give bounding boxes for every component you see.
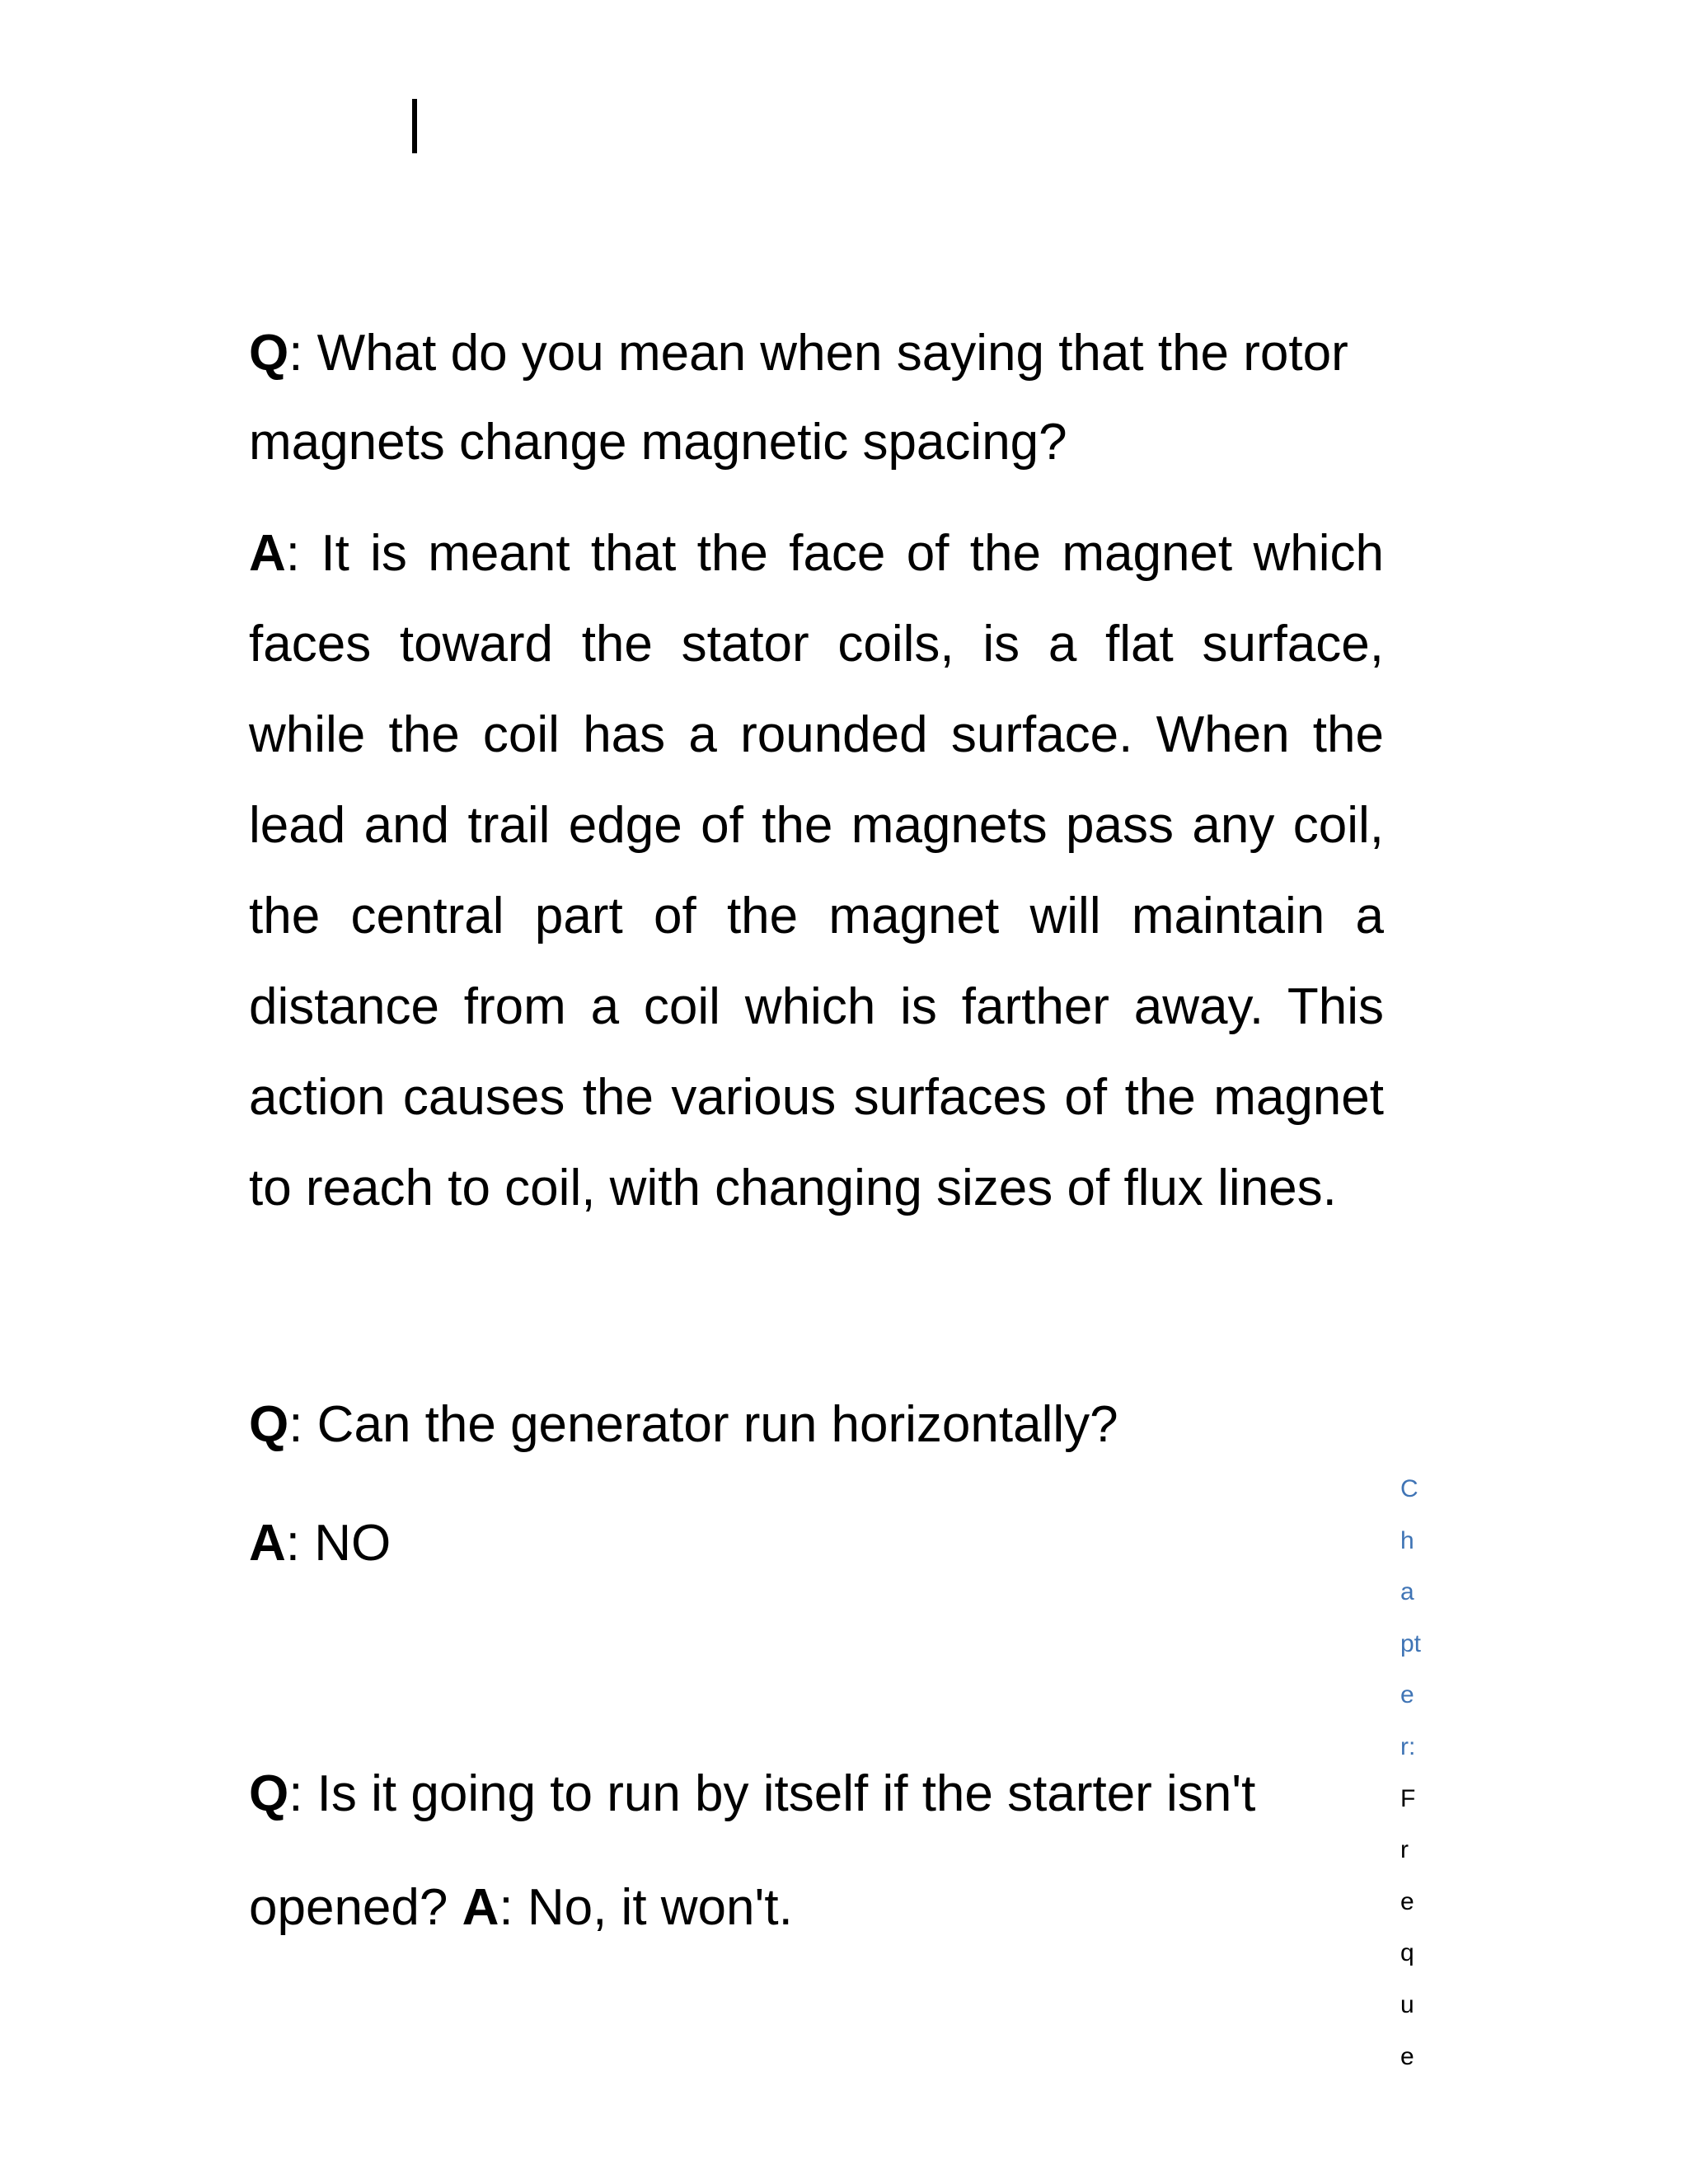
sidebar-char: u	[1400, 1990, 1414, 2018]
answer-marker: A	[249, 1515, 286, 1572]
answer-text: : No, it won't.	[499, 1879, 793, 1936]
sidebar-char: e	[1400, 1681, 1414, 1709]
answer-marker: A	[249, 525, 286, 582]
answer-text: : It is meant that the face of the magnet which faces toward the stator coils, is a flat surface, while the coil has a rounded surface. When the lead and trail edge of the magnets pass any coil, the central part of the magnet will maintain a distance from a coil which is farther away. This action causes the various surfaces of the magnet to reach to coil, with changing sizes of flux lines.	[249, 525, 1384, 1216]
question-2	[249, 1380, 1384, 1469]
chapter-sidebar-label	[1400, 1464, 1466, 2083]
text-cursor	[412, 99, 417, 153]
sidebar-char: F	[1400, 1784, 1416, 1812]
answer-1	[249, 509, 1384, 1234]
answer-text: : NO	[285, 1515, 392, 1572]
sidebar-char: e	[1400, 2042, 1414, 2070]
question-1	[249, 309, 1384, 487]
answer-marker: A	[462, 1879, 499, 1936]
sidebar-char: C	[1400, 1475, 1418, 1502]
question-marker: Q	[249, 325, 289, 382]
sidebar-char: r:	[1400, 1732, 1416, 1760]
question-text: : Is it going to run by itself if the starter isn't opened?	[249, 1765, 1256, 1936]
sidebar-char: pt	[1400, 1629, 1422, 1657]
sidebar-char: a	[1400, 1578, 1414, 1606]
sidebar-char: q	[1400, 1939, 1414, 1967]
question-marker: Q	[249, 1396, 289, 1453]
question-text: : Can the generator run horizontally?	[288, 1396, 1118, 1453]
question-3	[249, 1737, 1384, 1965]
sidebar-char: e	[1400, 1887, 1414, 1915]
sidebar-char: r	[1400, 1836, 1409, 1864]
question-text: : What do you mean when saying that the rotor magnets change magnetic spacing?	[249, 325, 1348, 471]
sidebar-char: h	[1400, 1526, 1414, 1554]
answer-2	[249, 1499, 1384, 1588]
question-marker: Q	[249, 1765, 289, 1822]
